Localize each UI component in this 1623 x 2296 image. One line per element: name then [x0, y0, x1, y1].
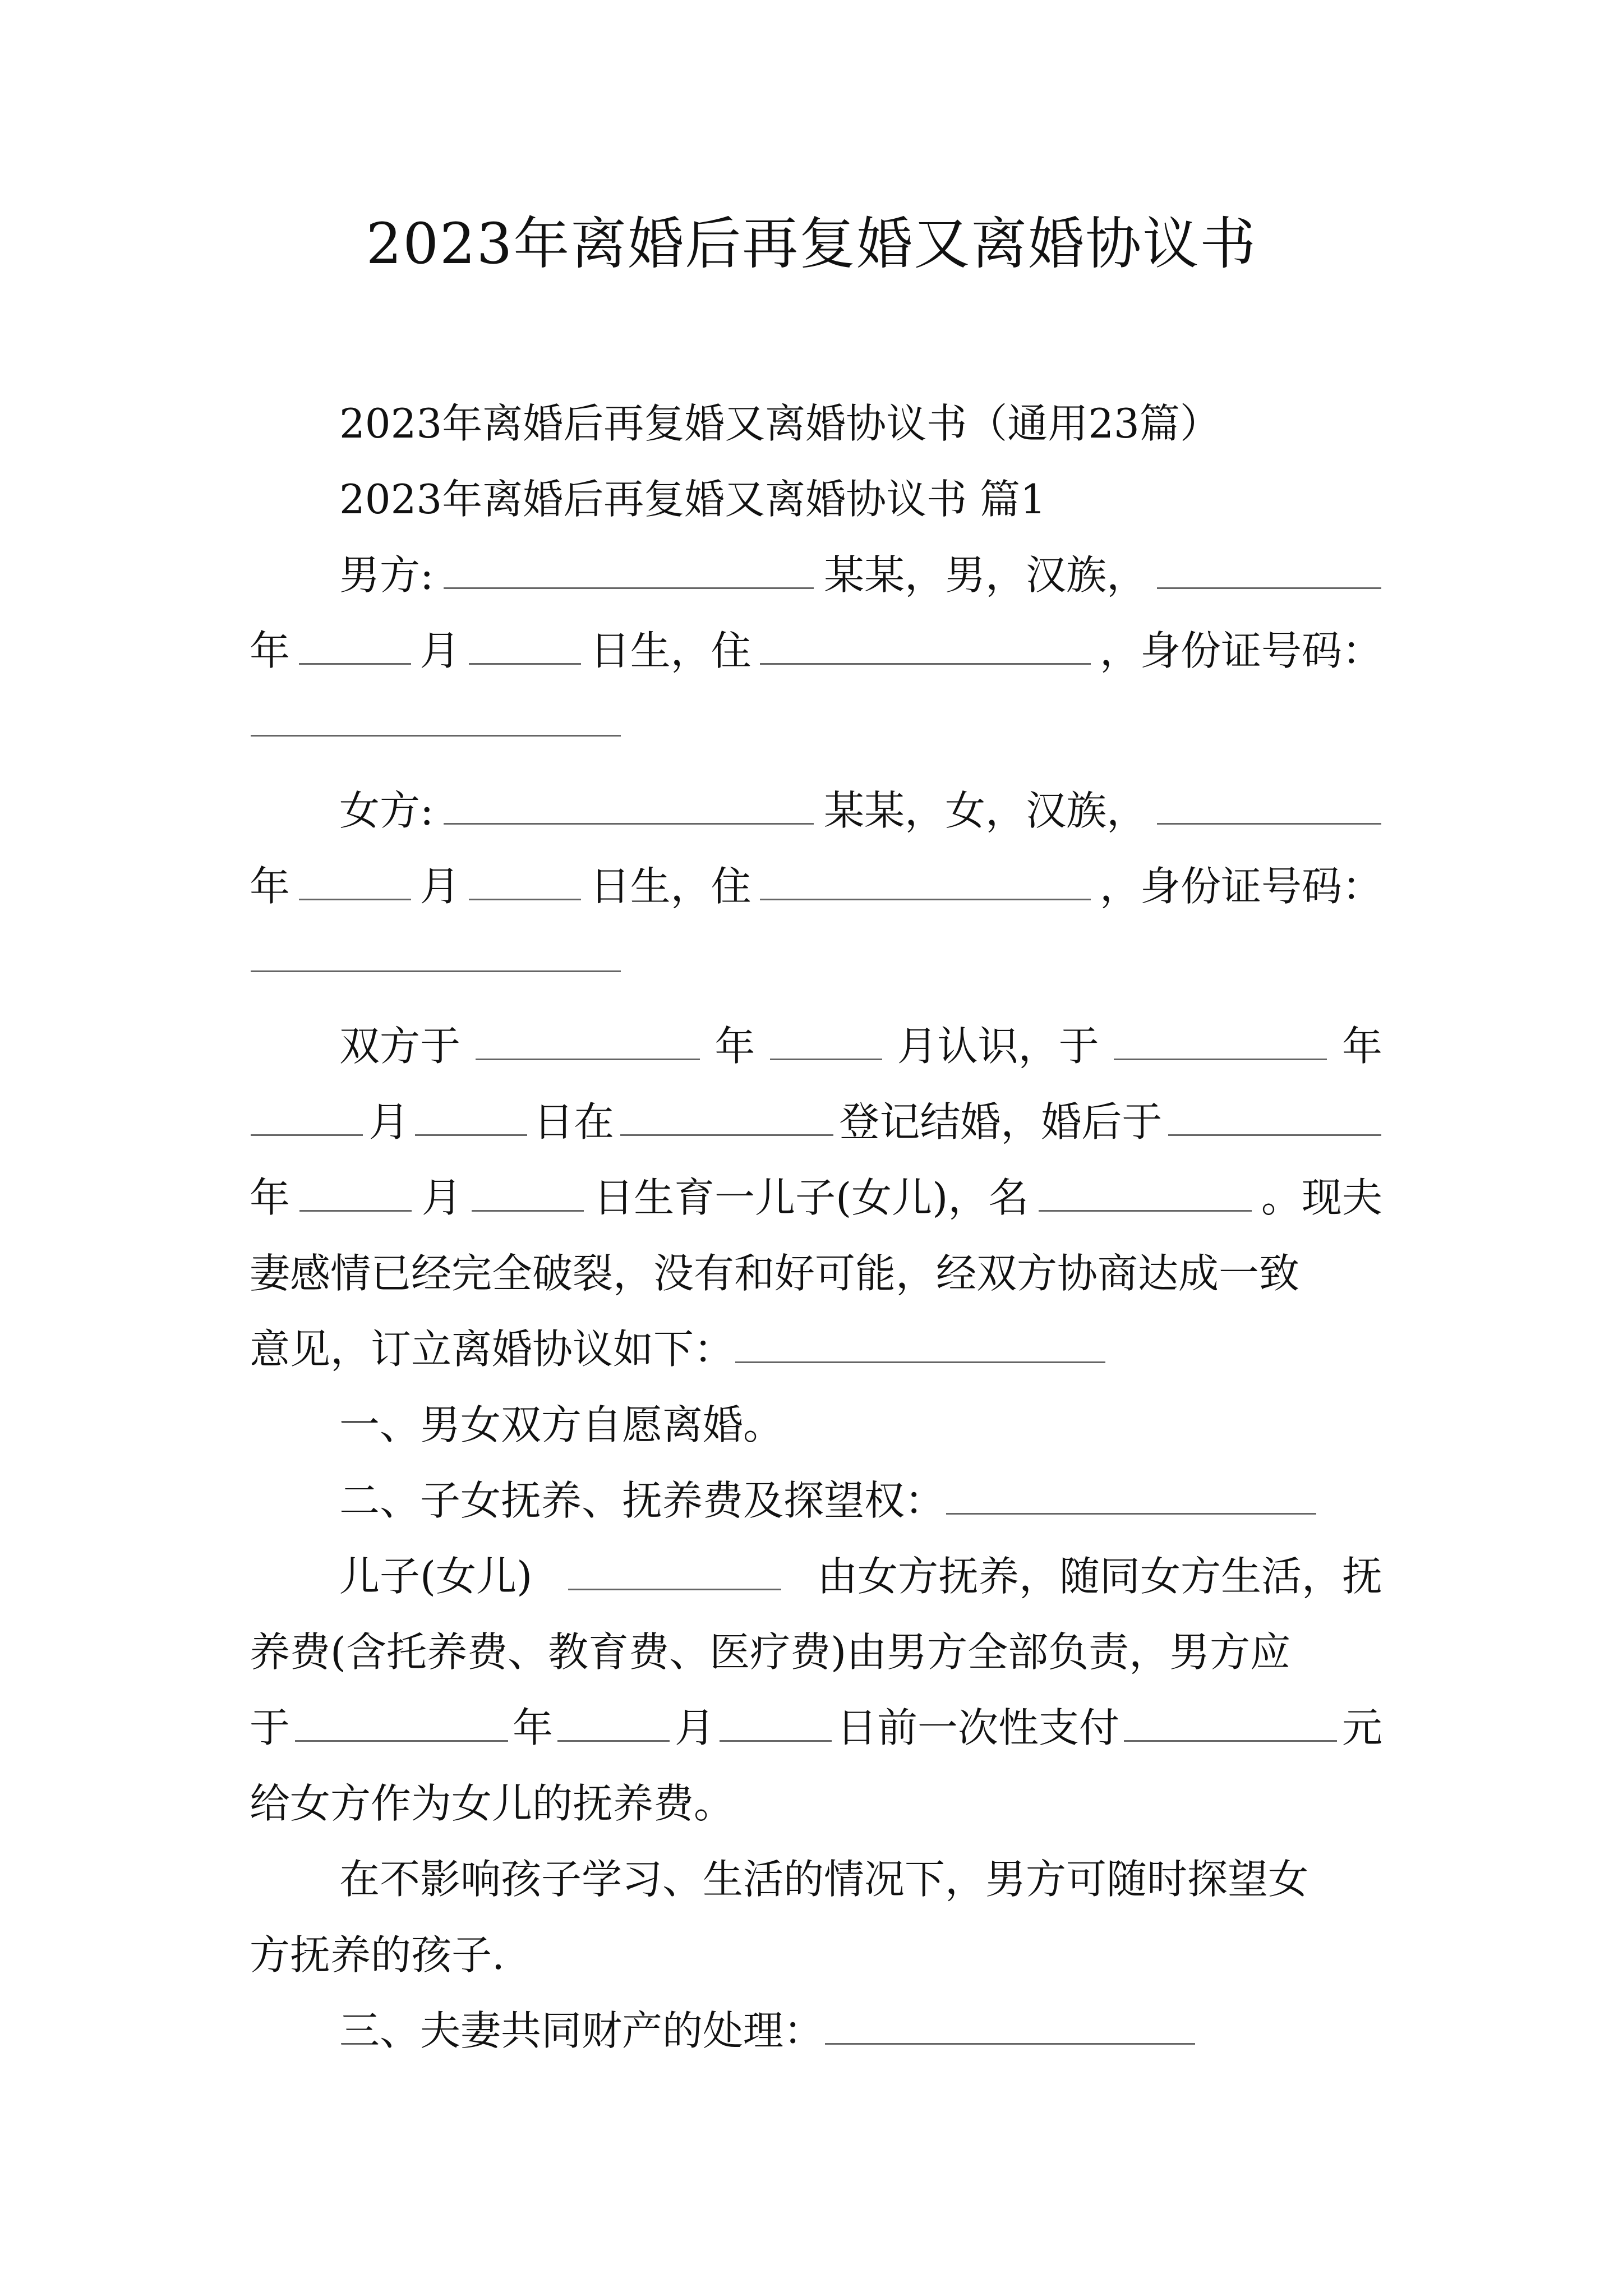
- para1-line-3: [250, 1167, 1382, 1228]
- female-year: 年: [250, 863, 291, 910]
- female-label: 女方:: [339, 787, 434, 834]
- para2-text: 由女方抚养，随同女方生活，抚: [817, 1553, 1382, 1600]
- marriage-day-blank: [415, 1095, 527, 1136]
- female-address-blank: [760, 859, 1091, 900]
- para2-line-2: [250, 1621, 1382, 1683]
- para1-text: 日生育一儿子(女儿)，名: [593, 1174, 1029, 1221]
- male-month: 月: [419, 627, 460, 674]
- para3-line-1: [250, 1848, 1382, 1910]
- para1-text: 月: [421, 1174, 462, 1221]
- child-birth-day-blank: [472, 1171, 584, 1212]
- clause-3-blank: [825, 2004, 1195, 2045]
- female-birth-day-blank: [469, 859, 581, 900]
- male-birth-day-blank: [469, 624, 581, 665]
- clause-3-text: 三、夫妻共同财产的处理：: [339, 2007, 824, 2054]
- female-name-blank: [444, 784, 814, 825]
- para1-text: 日在: [533, 1098, 614, 1145]
- para3-text: 方抚养的孩子.: [250, 1931, 505, 1978]
- para1-text: 年: [250, 1174, 291, 1221]
- para2-text: 于: [250, 1704, 291, 1751]
- clause-1: [250, 1394, 1382, 1456]
- subtitle: [250, 393, 1382, 454]
- child-birth-month-blank: [299, 1171, 412, 1212]
- female-line-1: [250, 780, 1382, 841]
- clause-3: [250, 2000, 1382, 2062]
- male-name-blank: [444, 548, 814, 589]
- para1-text: 月: [368, 1098, 409, 1145]
- para3-text: 在不影响孩子学习、生活的情况下，男方可随时探望女: [339, 1856, 1309, 1903]
- subtitle-text: 2023年离婚后再复婚又离婚协议书（通用23篇）: [339, 400, 1220, 447]
- female-month: 月: [419, 863, 460, 910]
- clause-1-text: 一、男女双方自愿离婚。: [339, 1401, 784, 1448]
- payment-day-blank: [720, 1701, 832, 1742]
- para2-line-1: [250, 1545, 1382, 1607]
- child-birth-year-blank: [1168, 1095, 1381, 1136]
- para1-line-2: [250, 1091, 1382, 1153]
- female-day-live: 日生，住: [589, 863, 751, 910]
- para3-line-2: [250, 1924, 1382, 1986]
- child-custody-name-blank: [568, 1549, 781, 1590]
- male-birth-month-blank: [299, 624, 411, 665]
- para2-text: 儿子(女儿): [339, 1553, 533, 1600]
- marriage-month-blank: [251, 1095, 363, 1136]
- child-name-blank: [1039, 1171, 1252, 1212]
- payment-amount-blank: [1124, 1701, 1337, 1742]
- male-label: 男方:: [339, 551, 434, 599]
- para2-line-3: [250, 1697, 1382, 1759]
- clause-2: [250, 1470, 1382, 1531]
- male-birth-year-blank: [1157, 548, 1381, 589]
- female-line-2: [250, 855, 1382, 917]
- male-line-2: [250, 620, 1382, 682]
- para2-line-4: [250, 1773, 1382, 1834]
- meet-year-blank: [476, 1019, 700, 1060]
- para2-text: 日前一次性支付: [836, 1704, 1119, 1751]
- para1-text: 登记结婚，婚后于: [839, 1098, 1163, 1145]
- female-line-3: [250, 931, 1382, 993]
- para2-text: 年: [512, 1704, 553, 1751]
- para2-text: 养费(含托养费、教育费、医疗费)由男方全部负责，男方应: [250, 1628, 1291, 1676]
- male-line-1: [250, 544, 1382, 606]
- clause-2-blank: [946, 1474, 1316, 1515]
- male-day-live: 日生，住: [589, 627, 751, 674]
- para1-text: 。现夫: [1261, 1174, 1382, 1221]
- male-year: 年: [250, 627, 291, 674]
- female-birth-year-blank: [1157, 784, 1381, 825]
- registry-place-blank: [620, 1095, 833, 1136]
- para1-line-4: [250, 1243, 1382, 1304]
- clause-2-text: 二、子女抚养、抚养费及探望权：: [339, 1477, 946, 1524]
- para1-text: 年: [714, 1023, 755, 1070]
- para1-text: 年: [1341, 1023, 1382, 1070]
- female-id-blank: [251, 931, 621, 972]
- para2-text: 元: [1341, 1704, 1382, 1751]
- meet-month-blank: [770, 1019, 882, 1060]
- para1-text: 妻感情已经完全破裂，没有和好可能，经双方协商达成一致: [250, 1250, 1300, 1297]
- female-birth-month-blank: [299, 859, 411, 900]
- document-title: 2023年离婚后再复婚又离婚协议书: [366, 211, 1257, 277]
- para1-text: 意见，订立离婚协议如下：: [250, 1326, 735, 1373]
- para1-text: 月认识，于: [897, 1023, 1099, 1070]
- para2-text: 给女方作为女儿的抚养费。: [250, 1780, 735, 1827]
- marriage-year-blank: [1114, 1019, 1327, 1060]
- female-desc: 某某，女，汉族，: [824, 787, 1147, 834]
- male-desc: 某某，男，汉族，: [824, 551, 1147, 599]
- section-heading: [250, 468, 1382, 530]
- female-id-label: ，身份证号码：: [1099, 863, 1382, 910]
- payment-month-blank: [557, 1701, 670, 1742]
- male-address-blank: [760, 624, 1091, 665]
- section-heading-text: 2023年离婚后再复婚又离婚协议书 篇1: [339, 476, 1046, 523]
- para1-line-1: [250, 1015, 1382, 1077]
- male-id-blank: [251, 696, 621, 737]
- male-line-3: [250, 696, 1382, 757]
- agreement-blank: [735, 1322, 1105, 1363]
- para1-text: 双方于: [339, 1023, 461, 1070]
- para2-text: 月: [674, 1704, 715, 1751]
- male-id-label: ，身份证号码：: [1099, 627, 1382, 674]
- para1-line-5: [250, 1318, 1382, 1380]
- payment-year-blank: [295, 1701, 508, 1742]
